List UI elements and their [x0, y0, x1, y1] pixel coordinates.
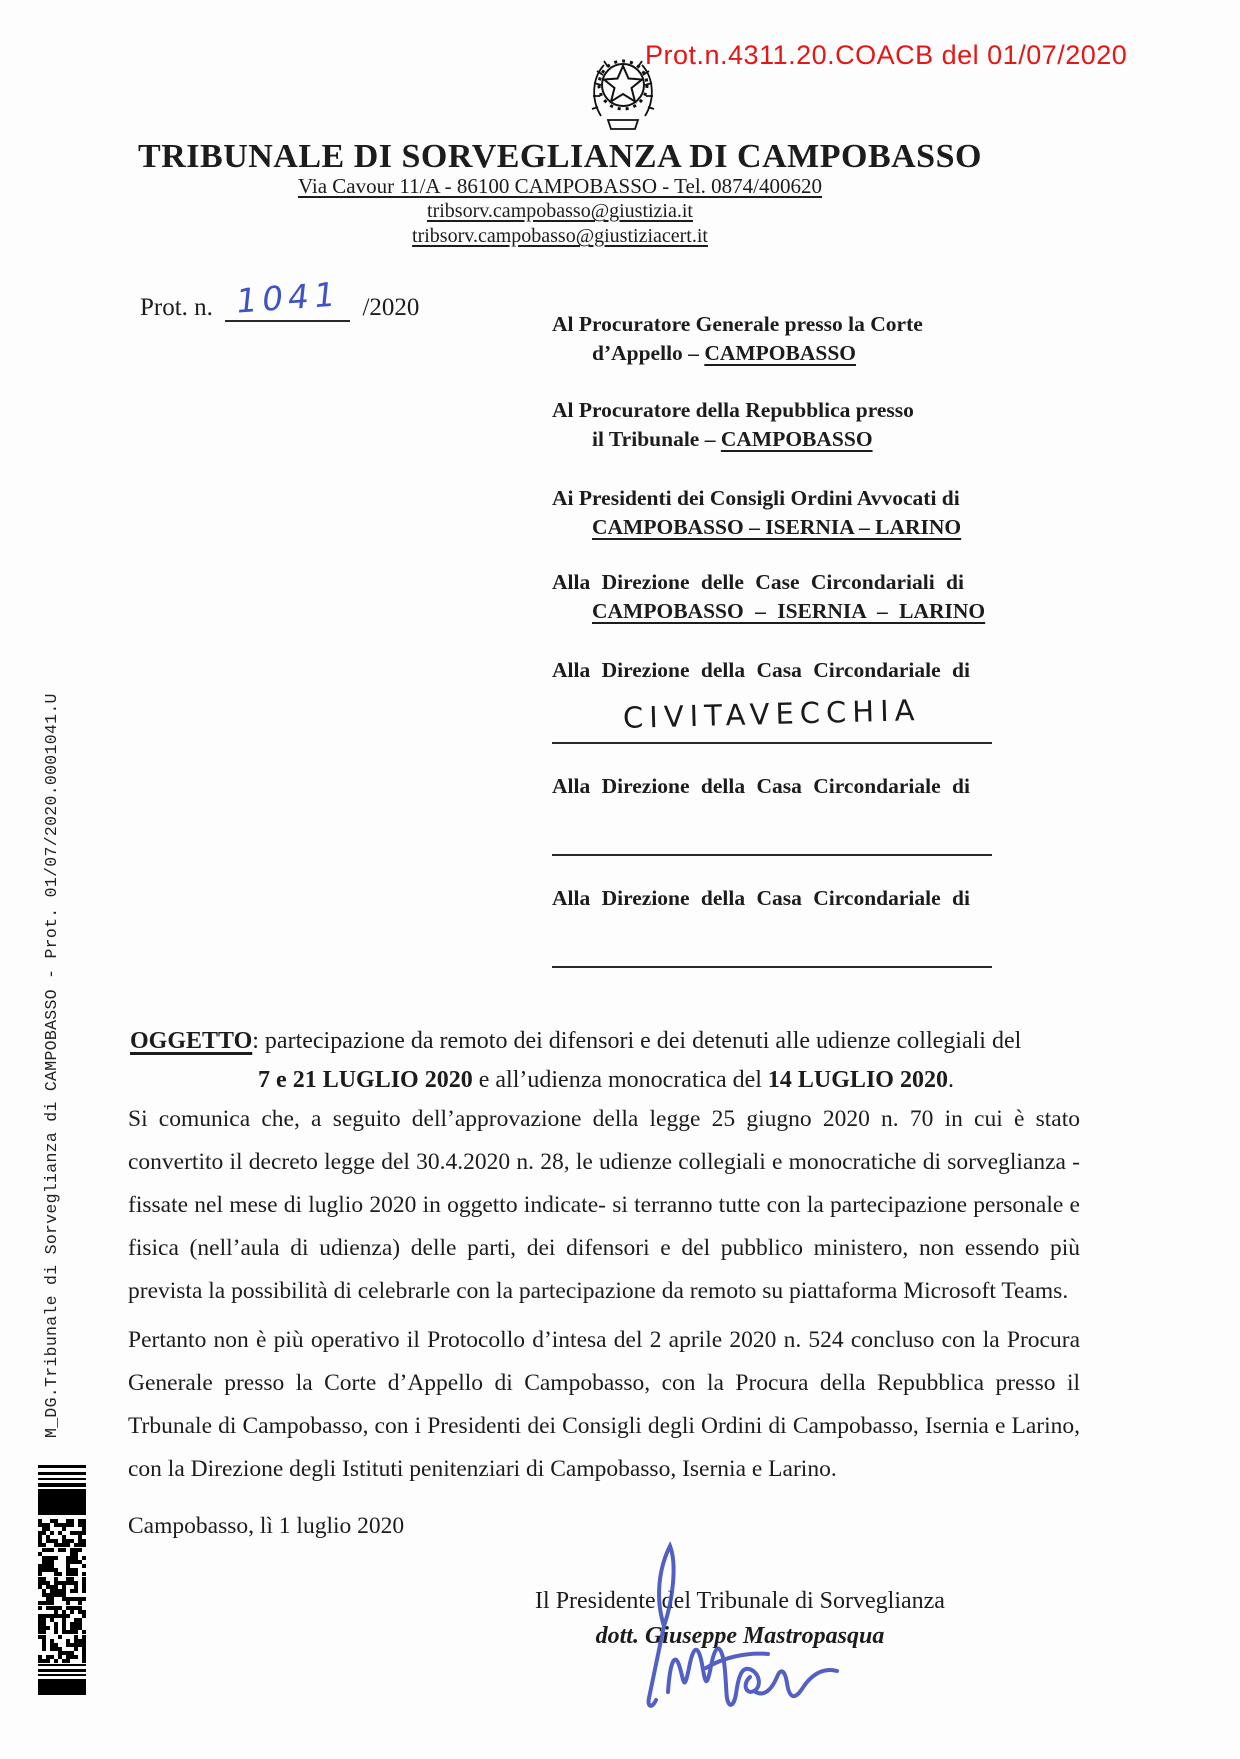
protocol-number-slot — [225, 274, 350, 322]
place-date-line: Campobasso, lì 1 luglio 2020 — [128, 1513, 405, 1539]
body-paragraph-2: Pertanto non è più operativo il Protocollo d’intesa del 2 aprile 2020 n. 524 concluso con la Procura Generale presso la Corte d’Appello di Campobasso, con la Procura della Repubblica presso il Trbunale di Campobasso, con i Presidenti dei Consigli degli Ordini di Campobasso, Isernia e Larino, con la Direzione degli Istituti penitenziari di Campobasso, Isernia e Larino. — [128, 1327, 1080, 1482]
recipient-procuratore-repubblica — [552, 396, 1004, 454]
recipient-casa-circondariale-1 — [552, 656, 1004, 685]
court-email — [0, 200, 1120, 223]
recipient-line: Al Procuratore Generale presso la Corte — [552, 312, 923, 336]
subject-date-1: 7 e 21 LUGLIO 2020 — [258, 1067, 473, 1093]
court-cert-email — [0, 225, 1120, 248]
subject-second-line: 7 e 21 LUGLIO 2020 e all’udienza monocratica del 14 LUGLIO 2020. — [258, 1067, 954, 1093]
recipient-casa-circondariale-3 — [552, 884, 1004, 913]
vertical-protocol-text: M_DG.Tribunale di Sorveglianza di CAMPOBASSO - Prot. 01/07/2020.0001041.U — [42, 693, 61, 1438]
subject-line — [130, 1024, 1082, 1097]
subject-label: OGGETTO — [130, 1028, 253, 1054]
subject-first-line — [130, 1024, 1082, 1058]
letter-body — [128, 1098, 1080, 1548]
email-text: tribsorv.campobasso@giustizia.it — [427, 200, 693, 222]
cert-email-text: tribsorv.campobasso@giustiziacert.it — [412, 225, 708, 247]
recipient-line: d’Appello – CAMPOBASSO — [592, 341, 857, 365]
protocol-year: /2020 — [362, 294, 420, 321]
subject-text: : partecipazione da remoto dei difensori e dei detenuti alle udienze collegiali del — [252, 1028, 1022, 1054]
court-title: TRIBUNALE DI SORVEGLIANZA DI CAMPOBASSO — [138, 138, 982, 175]
signer-role: Il Presidente del Tribunale di Sorveglianza — [535, 1588, 945, 1614]
handwritten-signature-icon — [610, 1540, 900, 1720]
blank-destination-line — [552, 916, 992, 968]
recipient-case-circondariali — [552, 568, 1004, 626]
recipient-line: Alla Direzione della Casa Circondariale di — [552, 774, 970, 798]
recipient-line: Al Procuratore della Repubblica presso — [552, 398, 914, 422]
recipient-line: Alla Direzione della Casa Circondariale di — [552, 658, 970, 682]
recipient-consigli-ordini-avvocati — [552, 484, 1004, 542]
recipient-casa-circondariale-2 — [552, 772, 1004, 801]
subject-text: e all’udienza monocratica del — [472, 1067, 768, 1093]
recipient-line: Alla Direzione della Casa Circondariale di — [552, 886, 970, 910]
court-address — [0, 174, 1120, 199]
recipient-procuratore-generale — [552, 310, 1004, 368]
protocol-label: Prot. n. — [140, 294, 213, 321]
protocol-number-line — [140, 274, 420, 322]
recipient-line: CAMPOBASSO – ISERNIA – LARINO — [592, 515, 962, 539]
italian-republic-emblem-icon — [588, 52, 658, 139]
recipient-line: Alla Direzione delle Case Circondariali di — [552, 570, 964, 594]
subject-date-2: 14 LUGLIO 2020 — [767, 1067, 948, 1093]
signer-name: dott. Giuseppe Mastropasqua — [595, 1623, 885, 1649]
handwritten-destination-line — [552, 692, 992, 744]
body-paragraph-1: Si comunica che, a seguito dell’approvazione della legge 25 giugno 2020 n. 70 in cui è stato convertito il decreto legge del 30.4.2020 n. 28, le udienze collegiali e monocratiche di sorveglianza -fissate nel mese di luglio 2020 in oggetto indicate- si terranno tutte con la partecipazione personale e fisica (nell’aula di udienza) delle parti, dei difensori e del pubblico ministero, non essendo più prevista la possibilità di celebrarle con la partecipazione da remoto su piattaforma Microsoft Teams. — [128, 1106, 1080, 1304]
recipient-line: Ai Presidenti dei Consigli Ordini Avvocati di — [552, 486, 960, 510]
recipient-line: il Tribunale – CAMPOBASSO — [592, 427, 873, 451]
red-protocol-stamp: Prot.n.4311.20.COACB del 01/07/2020 — [645, 40, 1128, 70]
recipient-line: CAMPOBASSO – ISERNIA – LARINO — [592, 599, 986, 623]
blank-destination-line — [552, 804, 992, 856]
handwritten-protocol-number: 1041 — [233, 274, 342, 321]
datamatrix-barcode-icon — [38, 1465, 86, 1700]
handwritten-city: CIVITAVECCHIA — [622, 693, 922, 735]
address-text: Via Cavour 11/A - 86100 CAMPOBASSO - Tel. 0874/400620 — [297, 174, 823, 198]
